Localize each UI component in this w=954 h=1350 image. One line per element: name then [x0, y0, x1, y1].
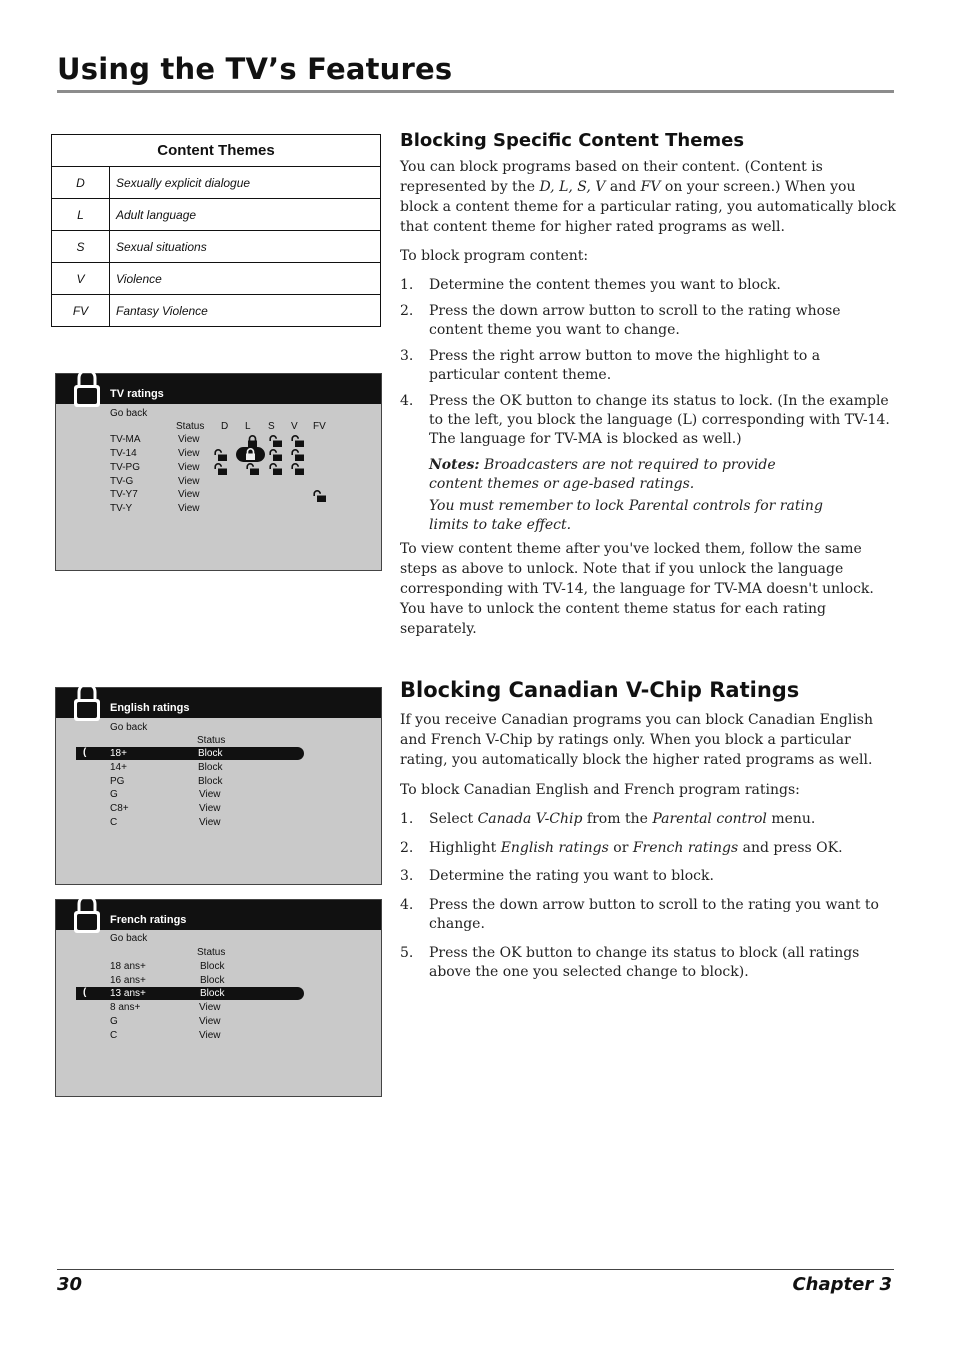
- footer-divider: [57, 1269, 894, 1270]
- menu-title: English ratings: [110, 702, 190, 714]
- rating-item[interactable]: TV-MA: [110, 434, 141, 445]
- lock-icon: [70, 366, 104, 410]
- lock-open-icon[interactable]: [291, 449, 304, 461]
- rating-item[interactable]: C8+: [110, 803, 129, 814]
- lock-open-icon[interactable]: [246, 463, 259, 475]
- note-text: You must remember to lock Parental controls for rating limits to take effect.: [429, 498, 823, 533]
- rating-item[interactable]: TV-G: [110, 476, 134, 487]
- column-status: Status: [176, 421, 205, 432]
- section-heading: Blocking Canadian V-Chip Ratings: [400, 678, 800, 702]
- section-intro: You can block programs based on their content. (Content is represented by the D, L, S, V and FV on your screen.) When you block a content theme for a particular rating, you automatically block that content theme for higher rated programs as well.: [400, 159, 896, 235]
- lock-open-icon[interactable]: [313, 490, 326, 502]
- chapter-label: Chapter 3: [792, 1274, 892, 1295]
- rating-status: Block: [198, 762, 223, 773]
- steps-lead: To block Canadian English and French program ratings:: [400, 782, 800, 798]
- page-title: Using the TV’s Features: [57, 52, 453, 86]
- go-back-item[interactable]: Go back: [110, 722, 148, 733]
- table-row: [52, 231, 381, 263]
- column-v: V: [291, 421, 298, 432]
- chevron-left-icon: (: [83, 987, 87, 998]
- lock-icon: [70, 892, 104, 936]
- rating-status: View: [199, 789, 221, 800]
- go-back-item[interactable]: Go back: [110, 933, 148, 944]
- list-item: 2. Press the down arrow button to scroll to the rating whose content theme you want to change.: [400, 303, 841, 338]
- rating-status: Block: [200, 961, 225, 972]
- lock-closed-icon: [244, 448, 257, 460]
- theme-label: Fantasy Violence: [110, 295, 381, 327]
- list-item: 2. Highlight English ratings or French ratings and press OK.: [400, 840, 843, 856]
- rating-status: View: [199, 1016, 221, 1027]
- rating-status: Block: [200, 975, 225, 986]
- content-themes-table: [51, 134, 381, 327]
- lock-open-icon[interactable]: [269, 463, 282, 475]
- list-item: 3. Determine the rating you want to block.: [400, 868, 714, 884]
- column-status: Status: [197, 947, 226, 958]
- rating-item[interactable]: G: [110, 1016, 118, 1027]
- rating-status: View: [199, 1030, 221, 1041]
- list-item: 5. Press the OK button to change its status to block (all ratings above the one you selected change to block).: [400, 945, 860, 980]
- theme-label: Adult language: [110, 199, 381, 231]
- menu-title: French ratings: [110, 914, 187, 926]
- lock-open-icon[interactable]: [214, 449, 227, 461]
- column-status: Status: [197, 735, 226, 746]
- rating-item[interactable]: TV-Y7: [110, 489, 138, 500]
- lock-open-icon[interactable]: [291, 435, 304, 447]
- lock-open-icon[interactable]: [291, 463, 304, 475]
- rating-item[interactable]: G: [110, 789, 118, 800]
- rating-item[interactable]: 14+: [110, 762, 127, 773]
- rating-item[interactable]: TV-Y: [110, 503, 133, 514]
- theme-code: S: [52, 231, 110, 263]
- rating-item[interactable]: 13 ans+: [110, 988, 146, 999]
- list-item: 1. Select Canada V-Chip from the Parental control menu.: [400, 811, 816, 827]
- rating-status: View: [178, 503, 200, 514]
- column-fv: FV: [313, 421, 326, 432]
- rating-status: View: [178, 489, 200, 500]
- list-item: 1. Determine the content themes you want to block.: [400, 277, 781, 293]
- rating-status: View: [178, 448, 200, 459]
- rating-status: View: [178, 434, 200, 445]
- table-row: [52, 199, 381, 231]
- column-d: D: [221, 421, 229, 432]
- lock-open-icon[interactable]: [214, 463, 227, 475]
- rating-status: Block: [200, 988, 225, 999]
- rating-status: View: [199, 1002, 221, 1013]
- table-row: [52, 263, 381, 295]
- steps-lead: To block program content:: [400, 248, 589, 264]
- list-item: 4. Press the OK button to change its status to lock. (In the example to the left, you block the language (L) corresponding with TV-14. The language for TV-MA is blocked as well.): [400, 393, 890, 447]
- page-number: 30: [57, 1274, 83, 1295]
- title-divider: [57, 90, 894, 93]
- menu-title: TV ratings: [110, 388, 164, 400]
- theme-label: Sexual situations: [110, 231, 381, 263]
- table-heading: Content Themes: [52, 135, 381, 167]
- lock-highlight[interactable]: [236, 447, 265, 462]
- theme-code: D: [52, 167, 110, 199]
- theme-label: Sexually explicit dialogue: [110, 167, 381, 199]
- rating-item[interactable]: C: [110, 817, 118, 828]
- lock-icon: [70, 680, 104, 724]
- lock-open-icon[interactable]: [269, 449, 282, 461]
- rating-status: Block: [198, 776, 223, 787]
- rating-item[interactable]: 16 ans+: [110, 975, 146, 986]
- table-row: [52, 295, 381, 327]
- section-outro: To view content theme after you've locked them, follow the same steps as above to unlock. Note that if you unlock the language corresponding with TV-14, the language for TV-MA doesn't unlock. You have to unlock the content theme status for each rating separately.: [400, 541, 874, 637]
- lock-open-icon[interactable]: [269, 435, 282, 447]
- section-intro: If you receive Canadian programs you can block Canadian English and French V-Chip by ratings only. When you block a particular rating, you automatically block the higher rated programs as well.: [400, 712, 873, 768]
- tv-ratings-menu: [55, 373, 382, 571]
- theme-code: FV: [52, 295, 110, 327]
- rating-status: View: [199, 803, 221, 814]
- rating-item[interactable]: TV-PG: [110, 462, 141, 473]
- english-ratings-menu: [55, 687, 382, 885]
- theme-code: L: [52, 199, 110, 231]
- rating-item[interactable]: 8 ans+: [110, 1002, 141, 1013]
- rating-status: Block: [198, 748, 223, 759]
- chevron-left-icon: (: [83, 747, 87, 758]
- rating-item[interactable]: 18+: [110, 748, 127, 759]
- french-ratings-menu: [55, 899, 382, 1097]
- list-item: 3. Press the right arrow button to move the highlight to a particular content theme.: [400, 348, 821, 383]
- rating-item[interactable]: 18 ans+: [110, 961, 146, 972]
- theme-label: Violence: [110, 263, 381, 295]
- column-l: L: [245, 421, 251, 432]
- theme-code: V: [52, 263, 110, 295]
- rating-status: View: [199, 817, 221, 828]
- rating-status: View: [178, 476, 200, 487]
- rating-status: View: [178, 462, 200, 473]
- table-row: [52, 167, 381, 199]
- go-back-item[interactable]: Go back: [110, 408, 148, 419]
- list-item: 4. Press the down arrow button to scroll to the rating you want to change.: [400, 897, 879, 932]
- note-text: Notes: Broadcasters are not required to provide content themes or age-based ratings.: [429, 457, 776, 492]
- rating-item[interactable]: TV-14: [110, 448, 137, 459]
- rating-item[interactable]: C: [110, 1030, 118, 1041]
- rating-item[interactable]: PG: [110, 776, 125, 787]
- lock-closed-icon[interactable]: [246, 435, 259, 447]
- column-s: S: [268, 421, 275, 432]
- section-heading: Blocking Specific Content Themes: [400, 130, 745, 151]
